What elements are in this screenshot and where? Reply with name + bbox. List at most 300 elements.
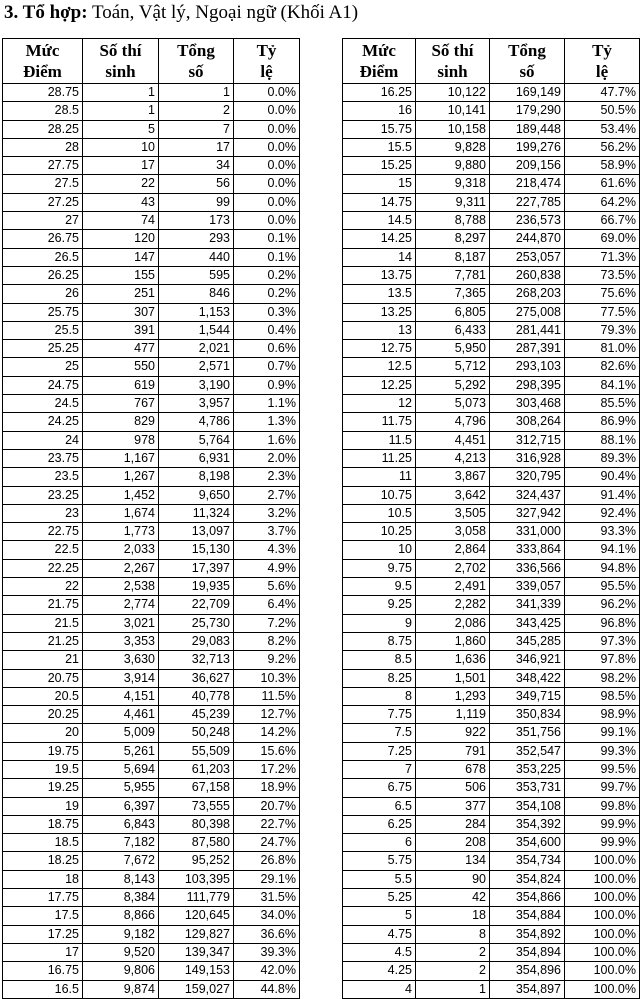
ratio-cell: 81.0% <box>565 340 640 358</box>
candidates-cell: 2,864 <box>416 541 490 559</box>
ratio-cell: 100.0% <box>565 870 640 888</box>
table-row <box>3 706 300 724</box>
candidates-cell: 1,636 <box>416 651 490 669</box>
ratio-cell: 100.0% <box>565 925 640 943</box>
score-cell: 10 <box>343 541 416 559</box>
total-cell: 345,285 <box>490 632 565 650</box>
ratio-cell: 86.9% <box>565 413 640 431</box>
ratio-cell: 5.6% <box>234 578 300 596</box>
total-cell: 354,866 <box>490 889 565 907</box>
candidates-cell: 2,086 <box>416 614 490 632</box>
section-heading-prefix: 3. Tổ hợp: <box>4 2 88 23</box>
ratio-cell: 0.0% <box>234 157 300 175</box>
score-cell: 28.75 <box>3 84 83 102</box>
table-row <box>343 486 640 504</box>
total-cell: 354,392 <box>490 815 565 833</box>
table-row <box>3 852 300 870</box>
table-row <box>343 925 640 943</box>
score-cell: 5 <box>343 907 416 925</box>
total-cell: 341,339 <box>490 596 565 614</box>
score-cell: 8.5 <box>343 651 416 669</box>
total-cell: 354,600 <box>490 834 565 852</box>
score-cell: 21.5 <box>3 614 83 632</box>
col-header-score: Mức Điểm <box>343 39 416 84</box>
score-cell: 26 <box>3 285 83 303</box>
table-row <box>3 815 300 833</box>
score-cell: 27.75 <box>3 157 83 175</box>
candidates-cell: 6,433 <box>416 321 490 339</box>
total-cell: 268,203 <box>490 285 565 303</box>
candidates-cell: 550 <box>83 358 159 376</box>
total-cell: 173 <box>159 212 234 230</box>
table-row <box>343 523 640 541</box>
candidates-cell: 10,158 <box>416 120 490 138</box>
candidates-cell: 1,860 <box>416 632 490 650</box>
ratio-cell: 89.3% <box>565 449 640 467</box>
ratio-cell: 100.0% <box>565 889 640 907</box>
candidates-cell: 7,365 <box>416 285 490 303</box>
total-cell: 95,252 <box>159 852 234 870</box>
score-cell: 23.75 <box>3 449 83 467</box>
ratio-cell: 0.1% <box>234 248 300 266</box>
table-row <box>343 980 640 998</box>
total-cell: 5,764 <box>159 431 234 449</box>
table-row <box>3 614 300 632</box>
ratio-cell: 15.6% <box>234 742 300 760</box>
score-cell: 6.75 <box>343 779 416 797</box>
candidates-cell: 18 <box>416 907 490 925</box>
score-cell: 10.25 <box>343 523 416 541</box>
score-cell: 28 <box>3 138 83 156</box>
table-row <box>343 632 640 650</box>
candidates-cell: 9,318 <box>416 175 490 193</box>
total-cell: 111,779 <box>159 889 234 907</box>
ratio-cell: 100.0% <box>565 907 640 925</box>
table-row <box>3 687 300 705</box>
candidates-cell: 6,805 <box>416 303 490 321</box>
table-row <box>3 303 300 321</box>
candidates-cell: 9,311 <box>416 193 490 211</box>
ratio-cell: 44.8% <box>234 980 300 998</box>
table-row <box>343 321 640 339</box>
total-cell: 281,441 <box>490 321 565 339</box>
score-cell: 18.75 <box>3 815 83 833</box>
ratio-cell: 66.7% <box>565 212 640 230</box>
ratio-cell: 90.4% <box>565 468 640 486</box>
score-cell: 8.25 <box>343 669 416 687</box>
candidates-cell: 42 <box>416 889 490 907</box>
candidates-cell: 3,505 <box>416 504 490 522</box>
ratio-cell: 4.3% <box>234 541 300 559</box>
candidates-cell: 3,867 <box>416 468 490 486</box>
total-cell: 169,149 <box>490 84 565 102</box>
score-cell: 16 <box>343 102 416 120</box>
total-cell: 352,547 <box>490 742 565 760</box>
total-cell: 3,957 <box>159 395 234 413</box>
candidates-cell: 251 <box>83 285 159 303</box>
table-row <box>3 486 300 504</box>
ratio-cell: 0.2% <box>234 266 300 284</box>
score-cell: 17.5 <box>3 907 83 925</box>
candidates-cell: 1,452 <box>83 486 159 504</box>
score-cell: 17 <box>3 943 83 961</box>
table-row <box>343 413 640 431</box>
score-cell: 15.75 <box>343 120 416 138</box>
total-cell: 1,153 <box>159 303 234 321</box>
score-cell: 10.75 <box>343 486 416 504</box>
section-heading <box>4 2 358 24</box>
table-row <box>3 797 300 815</box>
table-row <box>343 724 640 742</box>
table-row <box>3 431 300 449</box>
total-cell: 1,544 <box>159 321 234 339</box>
table-row <box>343 760 640 778</box>
total-cell: 22,709 <box>159 596 234 614</box>
table-row <box>3 212 300 230</box>
ratio-cell: 0.0% <box>234 120 300 138</box>
candidates-cell: 5,009 <box>83 724 159 742</box>
total-cell: 1 <box>159 84 234 102</box>
ratio-cell: 82.6% <box>565 358 640 376</box>
candidates-cell: 10,122 <box>416 84 490 102</box>
candidates-cell: 5 <box>83 120 159 138</box>
total-cell: 61,203 <box>159 760 234 778</box>
total-cell: 227,785 <box>490 193 565 211</box>
candidates-cell: 7,182 <box>83 834 159 852</box>
total-cell: 209,156 <box>490 157 565 175</box>
candidates-cell: 5,955 <box>83 779 159 797</box>
table-row <box>343 614 640 632</box>
table-row <box>3 742 300 760</box>
score-cell: 4.5 <box>343 943 416 961</box>
score-cell: 7 <box>343 760 416 778</box>
score-cell: 21 <box>3 651 83 669</box>
score-cell: 7.5 <box>343 724 416 742</box>
table-row <box>343 376 640 394</box>
candidates-cell: 477 <box>83 340 159 358</box>
table-row <box>3 230 300 248</box>
score-cell: 17.25 <box>3 925 83 943</box>
total-cell: 120,645 <box>159 907 234 925</box>
table-row <box>3 395 300 413</box>
table-row <box>343 175 640 193</box>
candidates-cell: 2,774 <box>83 596 159 614</box>
candidates-cell: 3,021 <box>83 614 159 632</box>
ratio-cell: 99.9% <box>565 834 640 852</box>
score-cell: 18.25 <box>3 852 83 870</box>
ratio-cell: 1.3% <box>234 413 300 431</box>
score-cell: 24.25 <box>3 413 83 431</box>
table-row <box>343 504 640 522</box>
ratio-cell: 29.1% <box>234 870 300 888</box>
candidates-cell: 8,866 <box>83 907 159 925</box>
score-cell: 14.75 <box>343 193 416 211</box>
total-cell: 312,715 <box>490 431 565 449</box>
table-row <box>3 559 300 577</box>
table-row <box>343 449 640 467</box>
candidates-cell: 8,297 <box>416 230 490 248</box>
ratio-cell: 97.3% <box>565 632 640 650</box>
candidates-cell: 619 <box>83 376 159 394</box>
ratio-cell: 0.1% <box>234 230 300 248</box>
candidates-cell: 17 <box>83 157 159 175</box>
total-cell: 354,824 <box>490 870 565 888</box>
table-row <box>3 321 300 339</box>
total-cell: 354,892 <box>490 925 565 943</box>
total-cell: 327,942 <box>490 504 565 522</box>
ratio-cell: 69.0% <box>565 230 640 248</box>
table-header-row <box>3 39 300 84</box>
candidates-cell: 5,261 <box>83 742 159 760</box>
candidates-cell: 978 <box>83 431 159 449</box>
total-cell: 354,734 <box>490 852 565 870</box>
candidates-cell: 10 <box>83 138 159 156</box>
table-row <box>343 852 640 870</box>
score-cell: 16.75 <box>3 962 83 980</box>
candidates-cell: 1 <box>416 980 490 998</box>
score-cell: 13.75 <box>343 266 416 284</box>
ratio-cell: 3.7% <box>234 523 300 541</box>
candidates-cell: 5,292 <box>416 376 490 394</box>
ratio-cell: 100.0% <box>565 943 640 961</box>
table-row <box>3 980 300 998</box>
table-row <box>3 578 300 596</box>
score-cell: 26.25 <box>3 266 83 284</box>
table-row <box>3 248 300 266</box>
score-cell: 15 <box>343 175 416 193</box>
total-cell: 293 <box>159 230 234 248</box>
candidates-cell: 307 <box>83 303 159 321</box>
ratio-cell: 97.8% <box>565 651 640 669</box>
score-cell: 12 <box>343 395 416 413</box>
ratio-cell: 34.0% <box>234 907 300 925</box>
total-cell: 244,870 <box>490 230 565 248</box>
candidates-cell: 4,796 <box>416 413 490 431</box>
total-cell: 32,713 <box>159 651 234 669</box>
score-cell: 18.5 <box>3 834 83 852</box>
col-header-total: Tổng số <box>159 39 234 84</box>
ratio-cell: 99.8% <box>565 797 640 815</box>
total-cell: 55,509 <box>159 742 234 760</box>
table-row <box>3 449 300 467</box>
candidates-cell: 2 <box>416 943 490 961</box>
table-row <box>3 504 300 522</box>
total-cell: 34 <box>159 157 234 175</box>
ratio-cell: 6.4% <box>234 596 300 614</box>
table-row <box>343 138 640 156</box>
table-row <box>343 230 640 248</box>
table-row <box>3 760 300 778</box>
candidates-cell: 3,630 <box>83 651 159 669</box>
candidates-cell: 1,119 <box>416 706 490 724</box>
total-cell: 440 <box>159 248 234 266</box>
total-cell: 15,130 <box>159 541 234 559</box>
ratio-cell: 0.4% <box>234 321 300 339</box>
candidates-cell: 8,187 <box>416 248 490 266</box>
ratio-cell: 95.5% <box>565 578 640 596</box>
ratio-cell: 12.7% <box>234 706 300 724</box>
ratio-cell: 61.6% <box>565 175 640 193</box>
total-cell: 351,756 <box>490 724 565 742</box>
candidates-cell: 9,182 <box>83 925 159 943</box>
candidates-cell: 2,702 <box>416 559 490 577</box>
candidates-cell: 4,151 <box>83 687 159 705</box>
ratio-cell: 98.2% <box>565 669 640 687</box>
table-row <box>3 340 300 358</box>
candidates-cell: 3,058 <box>416 523 490 541</box>
score-cell: 11.5 <box>343 431 416 449</box>
total-cell: 4,786 <box>159 413 234 431</box>
ratio-cell: 84.1% <box>565 376 640 394</box>
candidates-cell: 284 <box>416 815 490 833</box>
ratio-cell: 99.9% <box>565 815 640 833</box>
ratio-cell: 42.0% <box>234 962 300 980</box>
table-row <box>343 84 640 102</box>
score-cell: 22.75 <box>3 523 83 541</box>
score-cell: 9 <box>343 614 416 632</box>
total-cell: 17 <box>159 138 234 156</box>
total-cell: 103,395 <box>159 870 234 888</box>
score-cell: 14.5 <box>343 212 416 230</box>
total-cell: 324,437 <box>490 486 565 504</box>
ratio-cell: 75.6% <box>565 285 640 303</box>
candidates-cell: 10,141 <box>416 102 490 120</box>
table-row <box>343 358 640 376</box>
table-row <box>3 138 300 156</box>
ratio-cell: 10.3% <box>234 669 300 687</box>
table-row <box>343 870 640 888</box>
total-cell: 333,864 <box>490 541 565 559</box>
ratio-cell: 99.1% <box>565 724 640 742</box>
ratio-cell: 100.0% <box>565 962 640 980</box>
candidates-cell: 1,674 <box>83 504 159 522</box>
total-cell: 99 <box>159 193 234 211</box>
score-cell: 20 <box>3 724 83 742</box>
ratio-cell: 0.6% <box>234 340 300 358</box>
total-cell: 260,838 <box>490 266 565 284</box>
score-cell: 25.25 <box>3 340 83 358</box>
total-cell: 6,931 <box>159 449 234 467</box>
candidates-cell: 8,143 <box>83 870 159 888</box>
total-cell: 2 <box>159 102 234 120</box>
ratio-cell: 31.5% <box>234 889 300 907</box>
candidates-cell: 7,672 <box>83 852 159 870</box>
total-cell: 846 <box>159 285 234 303</box>
table-row <box>3 376 300 394</box>
total-cell: 73,555 <box>159 797 234 815</box>
score-cell: 5.5 <box>343 870 416 888</box>
total-cell: 236,573 <box>490 212 565 230</box>
total-cell: 19,935 <box>159 578 234 596</box>
ratio-cell: 93.3% <box>565 523 640 541</box>
table-row <box>343 212 640 230</box>
score-cell: 11.25 <box>343 449 416 467</box>
table-row <box>343 687 640 705</box>
ratio-cell: 98.9% <box>565 706 640 724</box>
score-cell: 9.75 <box>343 559 416 577</box>
candidates-cell: 5,950 <box>416 340 490 358</box>
ratio-cell: 26.8% <box>234 852 300 870</box>
score-cell: 16.25 <box>343 84 416 102</box>
table-row <box>3 175 300 193</box>
candidates-cell: 9,806 <box>83 962 159 980</box>
table-row <box>3 523 300 541</box>
ratio-cell: 71.3% <box>565 248 640 266</box>
ratio-cell: 98.5% <box>565 687 640 705</box>
total-cell: 348,422 <box>490 669 565 687</box>
table-row <box>3 943 300 961</box>
score-cell: 12.5 <box>343 358 416 376</box>
ratio-cell: 50.5% <box>565 102 640 120</box>
candidates-cell: 74 <box>83 212 159 230</box>
candidates-cell: 134 <box>416 852 490 870</box>
total-cell: 29,083 <box>159 632 234 650</box>
score-cell: 20.5 <box>3 687 83 705</box>
score-cell: 21.25 <box>3 632 83 650</box>
total-cell: 353,225 <box>490 760 565 778</box>
total-cell: 331,000 <box>490 523 565 541</box>
score-cell: 11.75 <box>343 413 416 431</box>
score-cell: 23.5 <box>3 468 83 486</box>
col-header-ratio: Tỷ lệ <box>234 39 300 84</box>
candidates-cell: 120 <box>83 230 159 248</box>
total-cell: 354,897 <box>490 980 565 998</box>
table-row <box>343 907 640 925</box>
candidates-cell: 9,828 <box>416 138 490 156</box>
score-cell: 27 <box>3 212 83 230</box>
ratio-cell: 58.9% <box>565 157 640 175</box>
score-cell: 28.25 <box>3 120 83 138</box>
col-header-score: Mức Điểm <box>3 39 83 84</box>
total-cell: 287,391 <box>490 340 565 358</box>
total-cell: 17,397 <box>159 559 234 577</box>
table-row <box>343 340 640 358</box>
score-cell: 8.75 <box>343 632 416 650</box>
ratio-cell: 39.3% <box>234 943 300 961</box>
candidates-cell: 6,843 <box>83 815 159 833</box>
ratio-cell: 36.6% <box>234 925 300 943</box>
candidates-cell: 829 <box>83 413 159 431</box>
candidates-cell: 1,501 <box>416 669 490 687</box>
ratio-cell: 0.2% <box>234 285 300 303</box>
ratio-cell: 1.1% <box>234 395 300 413</box>
candidates-cell: 1,167 <box>83 449 159 467</box>
total-cell: 8,198 <box>159 468 234 486</box>
table-row <box>3 632 300 650</box>
score-cell: 24.5 <box>3 395 83 413</box>
ratio-cell: 22.7% <box>234 815 300 833</box>
ratio-cell: 0.7% <box>234 358 300 376</box>
candidates-cell: 147 <box>83 248 159 266</box>
total-cell: 298,395 <box>490 376 565 394</box>
score-cell: 26.5 <box>3 248 83 266</box>
score-cell: 10.5 <box>343 504 416 522</box>
table-row <box>3 596 300 614</box>
total-cell: 189,448 <box>490 120 565 138</box>
ratio-cell: 18.9% <box>234 779 300 797</box>
ratio-cell: 0.0% <box>234 102 300 120</box>
table-row <box>3 193 300 211</box>
score-cell: 18 <box>3 870 83 888</box>
score-cell: 5.25 <box>343 889 416 907</box>
ratio-cell: 17.2% <box>234 760 300 778</box>
total-cell: 275,008 <box>490 303 565 321</box>
score-cell: 17.75 <box>3 889 83 907</box>
score-cell: 7.25 <box>343 742 416 760</box>
ratio-cell: 47.7% <box>565 84 640 102</box>
table-row <box>343 596 640 614</box>
table-row <box>3 889 300 907</box>
